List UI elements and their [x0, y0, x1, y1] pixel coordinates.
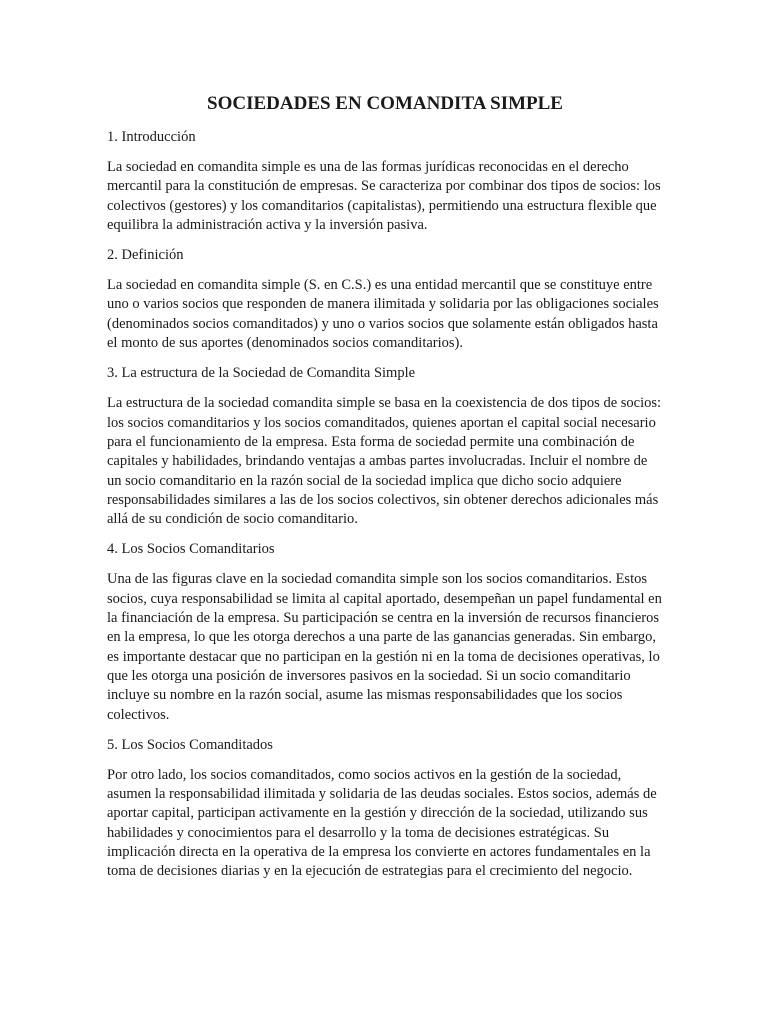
section-introduccion [107, 128, 663, 235]
section-heading: 1. Introducción [107, 129, 196, 145]
section-definicion [107, 246, 663, 353]
section-paragraph: La sociedad en comandita simple es una de las formas jurídicas reconocidas en el derecho mercantil para la constitución de empresas. Se caracteriza por combinar dos tipos de socios: los colectivos (gestores) y los comanditarios (capitalistas), permitiendo una estructura flexible que equilibra la administración activa y la inversión pasiva. [107, 159, 661, 233]
section-heading: 2. Definición [107, 247, 184, 264]
section-heading: 4. Los Socios Comanditarios [107, 541, 275, 558]
section-paragraph: La sociedad en comandita simple (S. en C.S.) es una entidad mercantil que se constituye entre uno o varios socios que responden de manera ilimitada y solidaria por las obligaciones sociales (denominados socios comanditados) y uno o varios socios que solamente están obligados hasta el monto de sus aportes (denominados socios comanditarios). [107, 277, 659, 352]
section-socios-comanditados [107, 736, 663, 882]
section-paragraph: Por otro lado, los socios comanditados, como socios activos en la gestión de la sociedad, asumen la responsabilidad ilimitada y solidaria de las deudas sociales. Estos socios, además de aportar capital, participan activamente en la gestión y dirección de la sociedad, utilizando sus habilidades y conocimientos para el desarrollo y la toma de decisiones estratégicas. Su implicación directa en la operativa de la empresa los convierte en actores fundamentales en la toma de decisiones diarias y en la ejecución de estrategias para el crecimiento del negocio. [107, 766, 657, 880]
section-socios-comanditarios [107, 540, 663, 724]
section-paragraph: Una de las figuras clave en la sociedad comandita simple son los socios comanditarios. Estos socios, cuya responsabilidad se limita al capital aportado, desempeñan un papel fundamental en la financiación de la empresa. Su participación se centra en la inversión de recursos financieros en la empresa, lo que les otorga derechos a una parte de las ganancias generadas. Sin embargo, es importante destacar que no participan en la gestión ni en la toma de decisiones operativas, lo que les otorga una posición de inversores pasivos en la sociedad. Si un socio comanditario incluye su nombre en la razón social, asume las mismas responsabilidades que los socios colectivos. [107, 571, 662, 723]
section-paragraph: La estructura de la sociedad comandita simple se basa en la coexistencia de dos tipos de socios: los socios comanditarios y los socios comanditados, quienes aportan el capital social necesario para el funcionamiento de la empresa. Esta forma de sociedad permite una combinación de capitales y habilidades, brindando ventajas a ambas partes involucradas. Incluir el nombre de un socio comanditario en la razón social de la sociedad implica que dicho socio adquiere responsabilidades similares a las de los socios colectivos, sin obtener derechos adicionales más allá de su condición de socio comanditario. [107, 395, 662, 528]
section-heading: 5. Los Socios Comanditados [107, 736, 273, 753]
document-title: SOCIEDADES EN COMANDITA SIMPLE [207, 93, 563, 114]
section-heading: 3. La estructura de la Sociedad de Comandita Simple [107, 365, 416, 382]
section-estructura [107, 364, 663, 529]
document-page [107, 92, 663, 893]
